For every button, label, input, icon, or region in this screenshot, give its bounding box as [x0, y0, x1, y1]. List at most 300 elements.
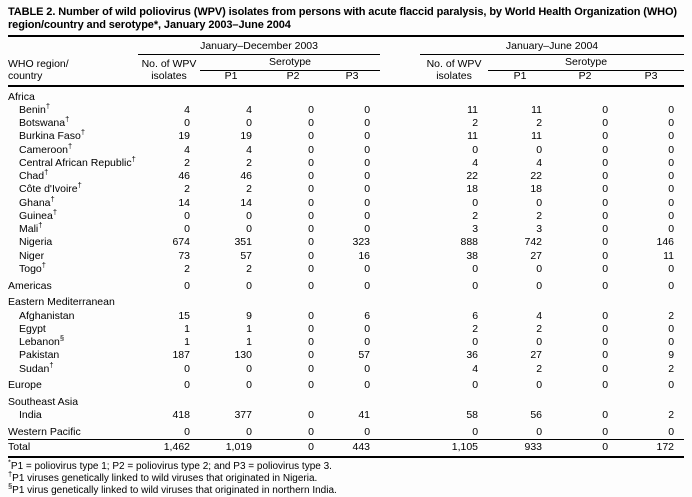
table-row [8, 249, 684, 262]
isolates-header-2003-line1: No. of WPV [141, 57, 197, 70]
row-label-text: Guinea [19, 209, 53, 222]
value-cell: 2 [536, 322, 543, 335]
p1-header-2003: P1 [200, 70, 262, 85]
value-cell: 4 [536, 156, 543, 169]
value-cell: 0 [602, 249, 609, 262]
value-cell: 1 [184, 336, 190, 349]
value-cell: 22 [530, 170, 543, 183]
value-cell: 0 [668, 262, 675, 275]
value-cell: 187 [172, 349, 190, 362]
section-row [8, 292, 684, 309]
p2-header-2004: P2 [552, 70, 618, 85]
table-row [8, 130, 684, 143]
value-cell: 0 [602, 426, 609, 439]
row-label-text: Afghanistan [19, 309, 75, 322]
value-cell: 0 [184, 117, 190, 130]
value-cell: 0 [364, 156, 371, 169]
value-cell: 0 [536, 336, 543, 349]
value-cell: 2 [472, 209, 479, 222]
value-cell: 0 [246, 362, 252, 375]
value-cell: 0 [308, 322, 314, 335]
value-cell: 16 [358, 249, 371, 262]
value-cell: 0 [308, 409, 314, 422]
value-cell: 46 [178, 170, 190, 183]
section-row [8, 392, 684, 409]
row-label [8, 422, 138, 439]
row-label [8, 103, 138, 116]
spacer-cell [380, 196, 420, 209]
footnote-text: P1 viruses genetically linked to wild viruses that originated in Nigeria. [12, 473, 318, 485]
value-cell: 0 [308, 196, 314, 209]
value-cell: 0 [364, 170, 371, 183]
value-cell: 9 [246, 309, 252, 322]
row-label [8, 167, 138, 183]
value-cell: 11 [531, 103, 543, 116]
value-cell: 0 [472, 196, 479, 209]
row-label [8, 276, 138, 293]
p3-header-2003: P3 [324, 70, 380, 85]
spacer-cell [380, 117, 420, 130]
row-label-text: Mali [19, 223, 39, 236]
corner-cell [8, 38, 138, 54]
header-group-row [8, 38, 684, 54]
value-cell: 11 [467, 130, 479, 143]
footnote-marker: † [44, 167, 49, 177]
value-cell: 0 [246, 117, 252, 130]
value-cell: 0 [668, 322, 675, 335]
value-cell [488, 86, 552, 104]
value-cell: 9 [668, 349, 675, 362]
spacer-cell [380, 392, 420, 409]
value-cell: 41 [358, 409, 371, 422]
value-cell: 351 [234, 236, 252, 249]
value-cell: 0 [602, 130, 609, 143]
value-cell: 674 [172, 236, 190, 249]
value-cell: 377 [234, 409, 252, 422]
value-cell: 2 [246, 183, 252, 196]
row-label [8, 409, 138, 422]
spacer-cell [380, 130, 420, 143]
row-label-text: Botswana [19, 117, 66, 130]
value-cell: 0 [668, 117, 675, 130]
value-cell: 4 [472, 156, 479, 169]
value-cell: 0 [602, 196, 609, 209]
value-cell: 0 [364, 143, 371, 156]
table-row [8, 143, 684, 156]
spacer-cell [380, 156, 420, 169]
footnote-marker: † [131, 154, 136, 164]
value-cell: 0 [364, 336, 371, 349]
value-cell [420, 292, 488, 309]
value-cell: 57 [240, 249, 252, 262]
value-cell: 1 [246, 336, 252, 349]
value-cell: 0 [602, 223, 609, 236]
value-cell: 57 [358, 349, 371, 362]
value-cell: 0 [246, 223, 252, 236]
spacer-cell [380, 55, 420, 71]
footnote-text: P1 = poliovirus type 1; P2 = poliovirus type 2; and P3 = poliovirus type 3. [10, 461, 332, 473]
value-cell: 2 [246, 156, 252, 169]
value-cell: 0 [668, 379, 675, 392]
header-subrow-1 [8, 55, 684, 71]
value-cell: 11 [531, 130, 543, 143]
value-cell: 36 [466, 349, 479, 362]
value-cell: 0 [364, 223, 371, 236]
value-cell: 0 [602, 336, 609, 349]
value-cell: 0 [602, 170, 609, 183]
value-cell [618, 392, 684, 409]
value-cell: 14 [240, 196, 252, 209]
value-cell: 4 [184, 143, 190, 156]
value-cell [552, 86, 618, 104]
value-cell: 27 [530, 349, 543, 362]
value-cell: 0 [552, 439, 618, 457]
value-cell: 0 [308, 362, 314, 375]
row-label [8, 209, 138, 222]
value-cell: 0 [308, 170, 314, 183]
value-cell: 22 [466, 170, 479, 183]
value-cell [618, 86, 684, 104]
value-cell: 0 [602, 117, 609, 130]
value-cell: 0 [668, 156, 675, 169]
spacer-cell [380, 309, 420, 322]
footnote-text: P1 virus genetically linked to wild viruses that originated in northern India. [12, 485, 337, 497]
group-header-2003: January–December 2003 [138, 38, 380, 54]
value-cell: 19 [240, 130, 252, 143]
value-cell: 0 [364, 279, 371, 292]
row-label [8, 114, 138, 130]
table-row [8, 262, 684, 275]
value-cell: 2 [246, 262, 252, 275]
value-cell: 0 [308, 156, 314, 169]
value-cell: 4 [184, 103, 190, 116]
value-cell: 0 [364, 209, 371, 222]
value-cell: 4 [246, 103, 252, 116]
value-cell: 0 [472, 143, 479, 156]
isolates-header-2004-line2: isolates [420, 70, 488, 85]
value-cell: 6 [364, 309, 371, 322]
row-label [8, 156, 138, 169]
value-cell: 2 [472, 322, 479, 335]
value-cell: 0 [364, 426, 371, 439]
table-row [8, 170, 684, 183]
value-cell: 0 [472, 336, 479, 349]
value-cell [200, 86, 262, 104]
table-body [8, 86, 684, 458]
row-label-text: Côte d'Ivoire [19, 183, 78, 196]
value-cell: 0 [308, 379, 314, 392]
footnote-marker: † [68, 141, 73, 151]
value-cell: 0 [184, 379, 190, 392]
row-label-text: Burkina Faso [19, 130, 81, 143]
footnote-marker: § [8, 481, 13, 491]
spacer-cell [380, 349, 420, 362]
value-cell: 2 [668, 309, 675, 322]
value-cell: 418 [172, 409, 190, 422]
value-cell: 0 [308, 103, 314, 116]
value-cell: 0 [308, 426, 314, 439]
row-label-text: Eastern Mediterranean [8, 296, 115, 309]
value-cell: 2 [472, 117, 479, 130]
value-cell: 0 [602, 279, 609, 292]
value-cell: 27 [530, 249, 543, 262]
value-cell: 0 [602, 103, 609, 116]
p3-header-2004: P3 [618, 70, 684, 85]
value-cell: 0 [668, 336, 675, 349]
table-row [8, 276, 684, 293]
row-label-text: Benin [19, 103, 46, 116]
value-cell: 0 [668, 183, 675, 196]
row-label [8, 220, 138, 236]
value-cell: 0 [308, 143, 314, 156]
value-cell: 0 [536, 279, 543, 292]
value-cell: 0 [246, 279, 252, 292]
footnote-marker: § [59, 333, 65, 343]
value-cell [324, 292, 380, 309]
value-cell [200, 292, 262, 309]
row-label-text: Sudan [19, 362, 50, 375]
value-cell: 0 [668, 223, 675, 236]
table-row [8, 322, 684, 335]
value-cell: 0 [602, 322, 609, 335]
row-label [8, 249, 138, 262]
footnote-marker: † [8, 469, 13, 479]
value-cell: 0 [184, 209, 190, 222]
value-cell: 323 [352, 236, 371, 249]
spacer-cell [380, 38, 420, 54]
wpv-table [8, 38, 684, 458]
footnote-marker: † [41, 260, 46, 270]
footnote [8, 469, 684, 485]
row-label-text: Southeast Asia [8, 396, 79, 409]
value-cell: 0 [668, 103, 675, 116]
spacer-cell [380, 86, 420, 104]
value-cell: 0 [668, 426, 675, 439]
spacer-cell [380, 209, 420, 222]
value-cell: 0 [602, 409, 609, 422]
spacer-cell [380, 336, 420, 349]
footnote-marker: † [52, 207, 58, 217]
value-cell: 0 [364, 362, 371, 375]
value-cell: 0 [364, 183, 371, 196]
p1-header-2004: P1 [488, 70, 552, 85]
value-cell: 0 [602, 156, 609, 169]
header-subrow-2 [8, 70, 684, 85]
table-row [8, 349, 684, 362]
footnote-marker: † [49, 360, 54, 370]
value-cell: 0 [536, 426, 543, 439]
value-cell: 0 [308, 349, 314, 362]
row-label-text: Europe [8, 379, 42, 392]
value-cell [138, 292, 200, 309]
value-cell [324, 392, 380, 409]
table-row [8, 223, 684, 236]
value-cell: 0 [364, 196, 371, 209]
serotype-header-2003: Serotype [200, 55, 380, 71]
row-label-text: Central African Republic [19, 156, 132, 169]
value-cell: 11 [467, 103, 479, 116]
isolates-header-2003-line2: isolates [138, 70, 200, 85]
value-cell: 0 [184, 279, 190, 292]
row-label-text: Togo [19, 262, 42, 275]
value-cell: 2 [536, 362, 543, 375]
spacer-cell [380, 276, 420, 293]
value-cell: 0 [262, 439, 324, 457]
row-label-text: Africa [8, 90, 35, 103]
value-cell: 0 [472, 262, 479, 275]
value-cell [262, 86, 324, 104]
value-cell: 172 [618, 439, 684, 457]
value-cell: 2 [184, 262, 190, 275]
value-cell [138, 392, 200, 409]
value-cell: 2 [668, 409, 675, 422]
footnote-marker: † [80, 127, 86, 137]
value-cell: 2 [668, 362, 675, 375]
footnote-marker: † [38, 220, 43, 230]
value-cell: 3 [536, 223, 543, 236]
row-label [8, 333, 138, 349]
value-cell: 0 [602, 379, 609, 392]
table-row [8, 362, 684, 375]
value-cell: 4 [472, 362, 479, 375]
spacer-cell [380, 292, 420, 309]
value-cell: 0 [602, 209, 609, 222]
spacer-cell [380, 170, 420, 183]
value-cell: 0 [308, 279, 314, 292]
value-cell: 130 [234, 349, 252, 362]
value-cell: 0 [364, 262, 371, 275]
value-cell: 0 [308, 183, 314, 196]
spacer-cell [380, 439, 420, 457]
value-cell: 11 [663, 249, 675, 262]
row-label-text: Cameroon [19, 143, 69, 156]
spacer-cell [380, 422, 420, 439]
table-row [8, 309, 684, 322]
value-cell: 18 [466, 183, 479, 196]
value-cell: 0 [308, 309, 314, 322]
table-row [8, 236, 684, 249]
table-title: TABLE 2. Number of wild poliovirus (WPV) isolates from persons with acute flaccid paralysis, by World Health Organization (WHO) region/country and serotype*, January 2003–June 2004 [8, 6, 684, 37]
value-cell: 0 [472, 279, 479, 292]
row-label [8, 309, 138, 322]
value-cell [138, 86, 200, 104]
value-cell: 15 [178, 309, 190, 322]
spacer-cell [380, 143, 420, 156]
value-cell: 18 [530, 183, 543, 196]
value-cell: 0 [308, 249, 314, 262]
region-column-header-line1: WHO region/ [8, 57, 69, 70]
value-cell: 4 [536, 309, 543, 322]
value-cell: 0 [364, 130, 371, 143]
row-label-text: Pakistan [19, 349, 60, 362]
row-label [8, 236, 138, 249]
value-cell: 0 [668, 196, 675, 209]
value-cell: 4 [246, 143, 252, 156]
serotype-header-2004: Serotype [488, 55, 684, 71]
table-row [8, 336, 684, 349]
row-label-text: Western Pacific [8, 426, 81, 439]
value-cell: 0 [602, 309, 609, 322]
row-label [8, 322, 138, 335]
spacer-cell [380, 183, 420, 196]
value-cell: 0 [308, 130, 314, 143]
value-cell: 3 [472, 223, 479, 236]
row-label [8, 262, 138, 275]
row-label [8, 375, 138, 392]
value-cell: 0 [668, 279, 675, 292]
spacer-cell [380, 236, 420, 249]
row-label-text: Ghana [19, 196, 51, 209]
value-cell: 0 [536, 143, 543, 156]
region-column-header-line2: country [8, 70, 138, 85]
row-label-text: India [19, 409, 42, 422]
value-cell [618, 292, 684, 309]
value-cell: 0 [602, 362, 609, 375]
row-label [8, 196, 138, 209]
spacer-cell [380, 409, 420, 422]
row-label [8, 127, 138, 143]
value-cell: 888 [460, 236, 479, 249]
row-label [8, 143, 138, 156]
value-cell: 0 [246, 426, 252, 439]
value-cell: 0 [308, 262, 314, 275]
table-row [8, 117, 684, 130]
value-cell: 0 [184, 223, 190, 236]
value-cell: 19 [178, 130, 190, 143]
spacer-cell [380, 249, 420, 262]
row-label [8, 349, 138, 362]
value-cell: 0 [602, 236, 609, 249]
value-cell: 0 [602, 349, 609, 362]
row-label [8, 86, 138, 104]
value-cell: 1,019 [200, 439, 262, 457]
table-header [8, 38, 684, 85]
table-row [8, 209, 684, 222]
value-cell: 0 [668, 209, 675, 222]
value-cell: 0 [536, 379, 543, 392]
spacer-cell [380, 103, 420, 116]
table-row [8, 422, 684, 439]
value-cell: 6 [472, 309, 479, 322]
value-cell [420, 86, 488, 104]
spacer-cell [380, 223, 420, 236]
row-label [8, 392, 138, 409]
value-cell: 443 [324, 439, 380, 457]
value-cell: 2 [536, 209, 543, 222]
value-cell: 2 [184, 183, 190, 196]
value-cell: 0 [364, 322, 371, 335]
value-cell: 0 [246, 209, 252, 222]
value-cell: 0 [602, 143, 609, 156]
value-cell: 0 [364, 103, 371, 116]
row-label-text: Niger [19, 249, 45, 262]
row-label [8, 292, 138, 309]
value-cell: 46 [240, 170, 252, 183]
section-row [8, 86, 684, 104]
value-cell: 38 [466, 249, 479, 262]
value-cell [262, 292, 324, 309]
value-cell: 2 [184, 156, 190, 169]
value-cell [262, 392, 324, 409]
table-row [8, 183, 684, 196]
value-cell: 1,462 [138, 439, 200, 457]
footnote-marker: † [45, 101, 51, 111]
row-label [8, 439, 138, 457]
value-cell [200, 392, 262, 409]
row-label [8, 180, 138, 196]
value-cell [488, 292, 552, 309]
footnote-marker: † [65, 114, 70, 124]
